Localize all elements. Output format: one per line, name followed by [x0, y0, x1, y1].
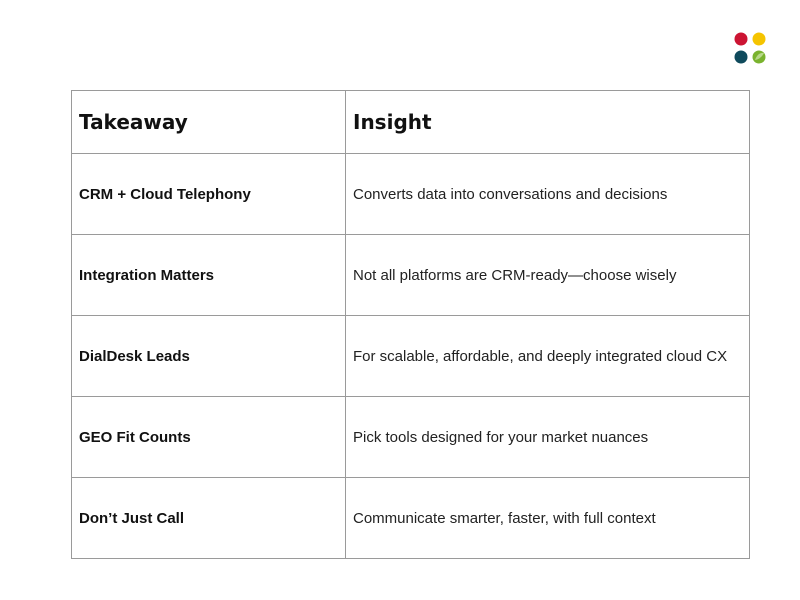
- column-header-insight: Insight: [346, 91, 750, 154]
- takeaway-table: [71, 90, 750, 559]
- takeaway-cell: DialDesk Leads: [72, 316, 346, 397]
- brand-logo: [733, 32, 767, 66]
- logo-dot-red: [735, 33, 748, 46]
- brand-logo-icon: [733, 32, 767, 66]
- insight-cell: For scalable, affordable, and deeply integrated cloud CX: [346, 316, 750, 397]
- table-row: [72, 316, 750, 397]
- insight-cell: Converts data into conversations and decisions: [346, 154, 750, 235]
- logo-dot-teal: [735, 51, 748, 64]
- logo-dot-yellow: [753, 33, 766, 46]
- takeaway-cell: GEO Fit Counts: [72, 397, 346, 478]
- column-header-takeaway: Takeaway: [72, 91, 346, 154]
- table-row: [72, 478, 750, 559]
- table-row: [72, 154, 750, 235]
- takeaway-cell: Don’t Just Call: [72, 478, 346, 559]
- table-row: [72, 397, 750, 478]
- takeaway-cell: CRM + Cloud Telephony: [72, 154, 346, 235]
- insight-cell: Pick tools designed for your market nuances: [346, 397, 750, 478]
- table-row: [72, 235, 750, 316]
- takeaway-cell: Integration Matters: [72, 235, 346, 316]
- insight-cell: Communicate smarter, faster, with full context: [346, 478, 750, 559]
- table-header-row: [72, 91, 750, 154]
- insight-cell: Not all platforms are CRM-ready—choose wisely: [346, 235, 750, 316]
